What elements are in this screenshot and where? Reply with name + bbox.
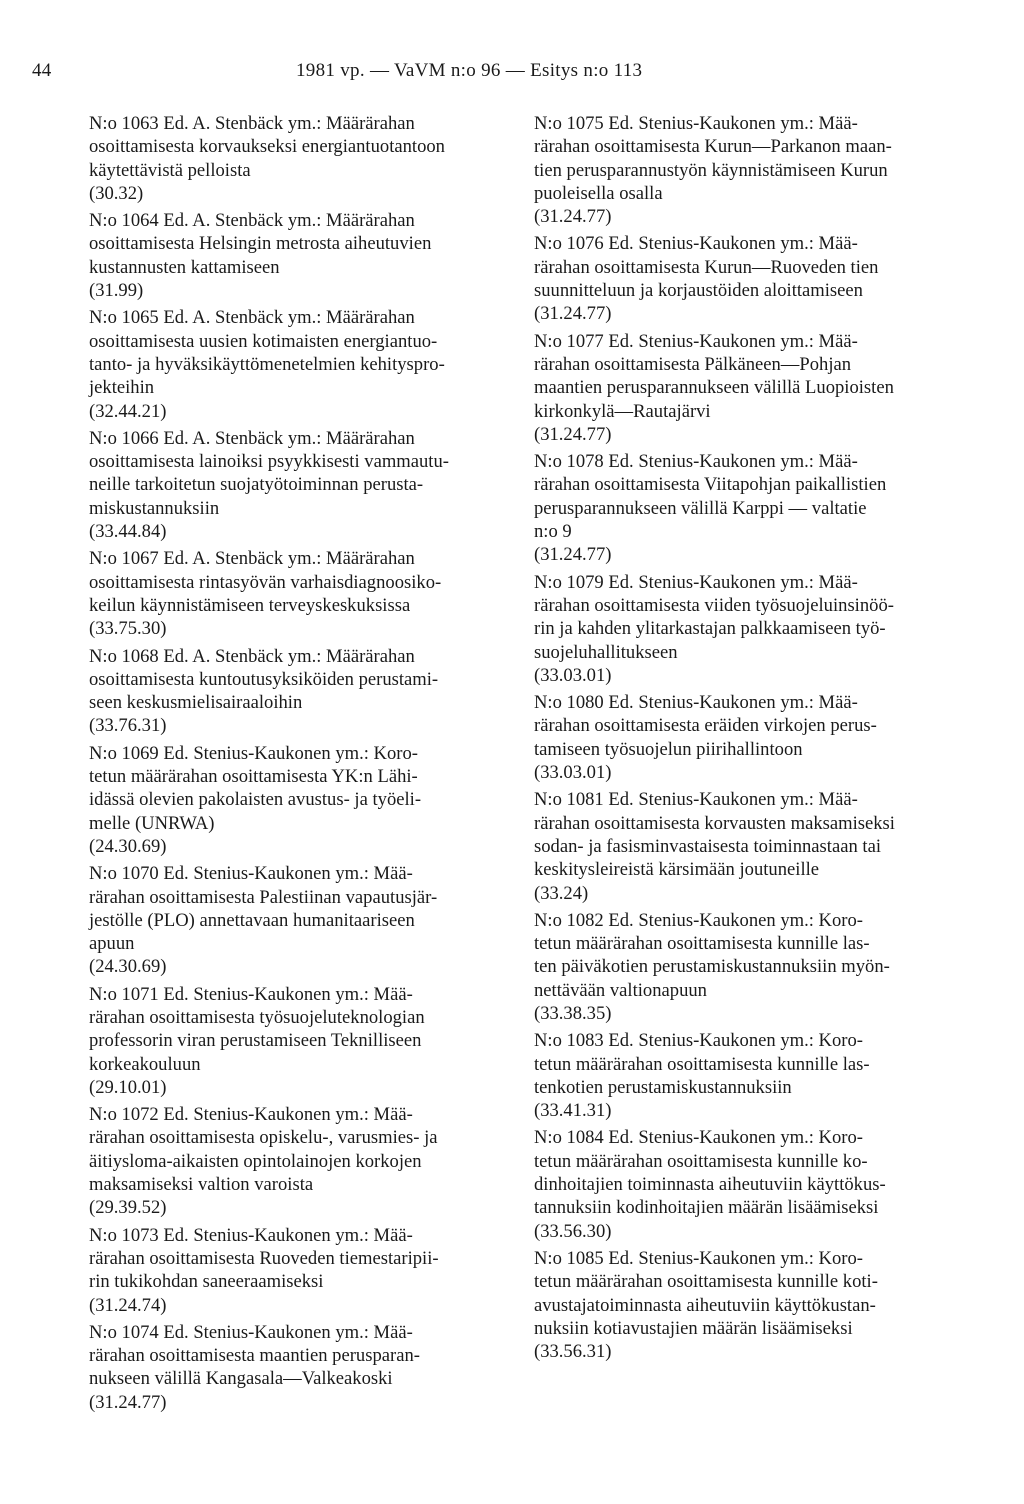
budget-reference: (33.38.35)	[534, 1002, 612, 1024]
page-header	[32, 60, 992, 90]
budget-reference: (33.03.01)	[534, 664, 612, 686]
motion-text: N:o 1063 Ed. A. Stenbäck ym.: Määrärahan osoittamisesta korvaukseksi energiantuotantoon käytettävistä pelloista	[89, 113, 445, 181]
motion-text: N:o 1067 Ed. A. Stenbäck ym.: Määrärahan osoittamisesta rintasyövän varhaisdiagnoosiko- keilun käynnistämiseen terveyskeskuksissa	[89, 548, 442, 616]
motion-text: N:o 1075 Ed. Stenius-Kaukonen ym.: Mää- rärahan osoittamisesta Kurun—Parkanon maan- tien perusparannustyön käynnistämiseen Kurun puoleisella osalla	[534, 113, 892, 204]
motion-text: N:o 1081 Ed. Stenius-Kaukonen ym.: Mää- rärahan osoittamisesta korvausten maksamiseksi sodan- ja fasisminvastaisesta toiminnastaan tai keskitysleireistä kärsimään joutuneille	[534, 789, 895, 881]
budget-reference: (31.99)	[89, 280, 144, 302]
motion-text: N:o 1066 Ed. A. Stenbäck ym.: Määrärahan osoittamisesta lainoiksi psyykkisesti vammautu- neille tarkoitetun suojatyötoiminnan perusta- miskustannuksiin	[89, 427, 449, 519]
motion-text: N:o 1079 Ed. Stenius-Kaukonen ym.: Mää- rärahan osoittamisesta viiden työsuojeluinsinöö- rin ja kahden ylitarkastajan palkkaamiseen työ- suojeluhallitukseen	[534, 571, 894, 663]
budget-reference: (33.44.84)	[89, 521, 167, 543]
budget-reference: (33.03.01)	[534, 762, 612, 784]
left-column	[89, 112, 509, 1418]
motion-text: N:o 1077 Ed. Stenius-Kaukonen ym.: Mää- rärahan osoittamisesta Pälkäneen—Pohjan maantien perusparannukseen välillä Luopioisten kirkonkylä—Rautajärvi	[534, 330, 894, 422]
motion-entry	[89, 862, 509, 978]
motion-entry	[89, 983, 509, 1099]
budget-reference: (30.32)	[89, 182, 144, 204]
budget-reference: (33.75.30)	[89, 618, 167, 640]
motion-text: N:o 1065 Ed. A. Stenbäck ym.: Määrärahan osoittamisesta uusien kotimaisten energiantuo- tanto- ja hyväksikäyttömenetelmien kehityspro- jekteihin	[89, 307, 445, 399]
budget-reference: (31.24.77)	[534, 544, 612, 566]
budget-reference: (24.30.69)	[89, 956, 167, 978]
budget-reference: (31.24.77)	[534, 206, 612, 228]
motion-text: N:o 1085 Ed. Stenius-Kaukonen ym.: Koro- tetun määrärahan osoittamisesta kunnille koti- avustajatoiminnasta aiheutuviin käyttökustan- nuksiin kotiavustajien määrän lisäämiseksi	[534, 1247, 878, 1339]
budget-reference: (31.24.77)	[534, 303, 612, 325]
motion-text: N:o 1071 Ed. Stenius-Kaukonen ym.: Mää- rärahan osoittamisesta työsuojeluteknologian professorin viran perustamiseen Teknilliseen korkeakouluun	[89, 983, 425, 1075]
budget-reference: (32.44.21)	[89, 400, 167, 422]
motion-text: N:o 1073 Ed. Stenius-Kaukonen ym.: Mää- rärahan osoittamisesta Ruoveden tiemestaripii- rin tukikohdan saneeraamiseksi	[89, 1224, 439, 1293]
budget-reference: (31.24.74)	[89, 1294, 167, 1316]
motion-text: N:o 1069 Ed. Stenius-Kaukonen ym.: Koro- tetun määrärahan osoittamisesta YK:n Lähi- idässä olevien pakolaisten avustus- ja työeli- melle (UNRWA)	[89, 742, 422, 834]
motion-text: N:o 1068 Ed. A. Stenbäck ym.: Määrärahan osoittamisesta kuntoutusyksiköiden perustami- seen keskusmielisairaaloihin	[89, 645, 439, 714]
motion-entry	[534, 330, 955, 446]
motion-text: N:o 1078 Ed. Stenius-Kaukonen ym.: Mää- rärahan osoittamisesta Viitapohjan paikallistien perusparannukseen välillä Karppi — valtatie n:o 9	[534, 451, 887, 543]
motion-entry	[534, 232, 955, 325]
motion-entry	[89, 209, 509, 302]
motion-entry	[89, 1103, 509, 1219]
motion-text: N:o 1072 Ed. Stenius-Kaukonen ym.: Mää- rärahan osoittamisesta opiskelu-, varusmies- ja äitiysloma-aikaisten opintolainojen korkojen maksamiseksi valtion varoista	[89, 1104, 438, 1196]
motion-entry	[534, 1029, 955, 1122]
motion-entry	[89, 1321, 509, 1414]
motion-entry	[89, 112, 509, 205]
motion-entry	[534, 571, 955, 687]
motion-text: N:o 1080 Ed. Stenius-Kaukonen ym.: Mää- rärahan osoittamisesta eräiden virkojen perus- tamiseen työsuojelun piirihallintoon	[534, 692, 877, 760]
budget-reference: (33.76.31)	[89, 715, 167, 737]
motion-entry	[89, 306, 509, 422]
motion-text: N:o 1082 Ed. Stenius-Kaukonen ym.: Koro- tetun määrärahan osoittamisesta kunnille las- ten päiväkotien perustamiskustannuksiin myön- nettävään valtionapuun	[534, 909, 890, 1001]
motion-entry	[534, 450, 955, 566]
motion-text: N:o 1076 Ed. Stenius-Kaukonen ym.: Mää- rärahan osoittamisesta Kurun—Ruoveden tien suunnitteluun ja korjaustöiden aloittamiseen	[534, 233, 879, 302]
motion-entry	[89, 547, 509, 640]
motion-entry	[89, 742, 509, 858]
motion-text: N:o 1074 Ed. Stenius-Kaukonen ym.: Mää- rärahan osoittamisesta maantien perusparan- nukseen välillä Kangasala—Valkeakoski	[89, 1321, 420, 1390]
budget-reference: (33.41.31)	[534, 1100, 612, 1122]
running-title: 1981 vp. — VaVM n:o 96 — Esitys n:o 113	[296, 60, 643, 81]
motion-entry	[89, 645, 509, 738]
motion-entry	[534, 691, 955, 784]
budget-reference: (31.24.77)	[89, 1391, 167, 1413]
motion-text: N:o 1064 Ed. A. Stenbäck ym.: Määrärahan osoittamisesta Helsingin metrosta aiheutuvien kustannusten kattamiseen	[89, 210, 432, 278]
right-column	[534, 112, 955, 1367]
motion-entry	[534, 788, 955, 904]
budget-reference: (33.56.31)	[534, 1341, 612, 1363]
budget-reference: (29.39.52)	[89, 1197, 167, 1219]
motion-text: N:o 1083 Ed. Stenius-Kaukonen ym.: Koro- tetun määrärahan osoittamisesta kunnille las- tenkotien perustamiskustannuksiin	[534, 1030, 870, 1098]
motion-entry	[534, 1247, 955, 1363]
motion-entry	[534, 1126, 955, 1242]
budget-reference: (29.10.01)	[89, 1076, 167, 1098]
motion-text: N:o 1084 Ed. Stenius-Kaukonen ym.: Koro- tetun määrärahan osoittamisesta kunnille ko- dinhoitajien toiminnasta aiheutuviin käyttökus- tannuksiin kodinhoitajien määrän lisäämiseksi	[534, 1127, 886, 1219]
budget-reference: (33.56.30)	[534, 1220, 612, 1242]
page-number: 44	[32, 60, 52, 81]
budget-reference: (31.24.77)	[534, 423, 612, 445]
motion-entry	[89, 1224, 509, 1317]
motion-entry	[534, 112, 955, 228]
motion-text: N:o 1070 Ed. Stenius-Kaukonen ym.: Mää- rärahan osoittamisesta Palestiinan vapautusjär- jestölle (PLO) annettavaan humanitaariseen apuun	[89, 863, 438, 955]
budget-reference: (33.24)	[534, 882, 589, 904]
budget-reference: (24.30.69)	[89, 835, 167, 857]
motion-entry	[89, 427, 509, 543]
motion-entry	[534, 909, 955, 1025]
